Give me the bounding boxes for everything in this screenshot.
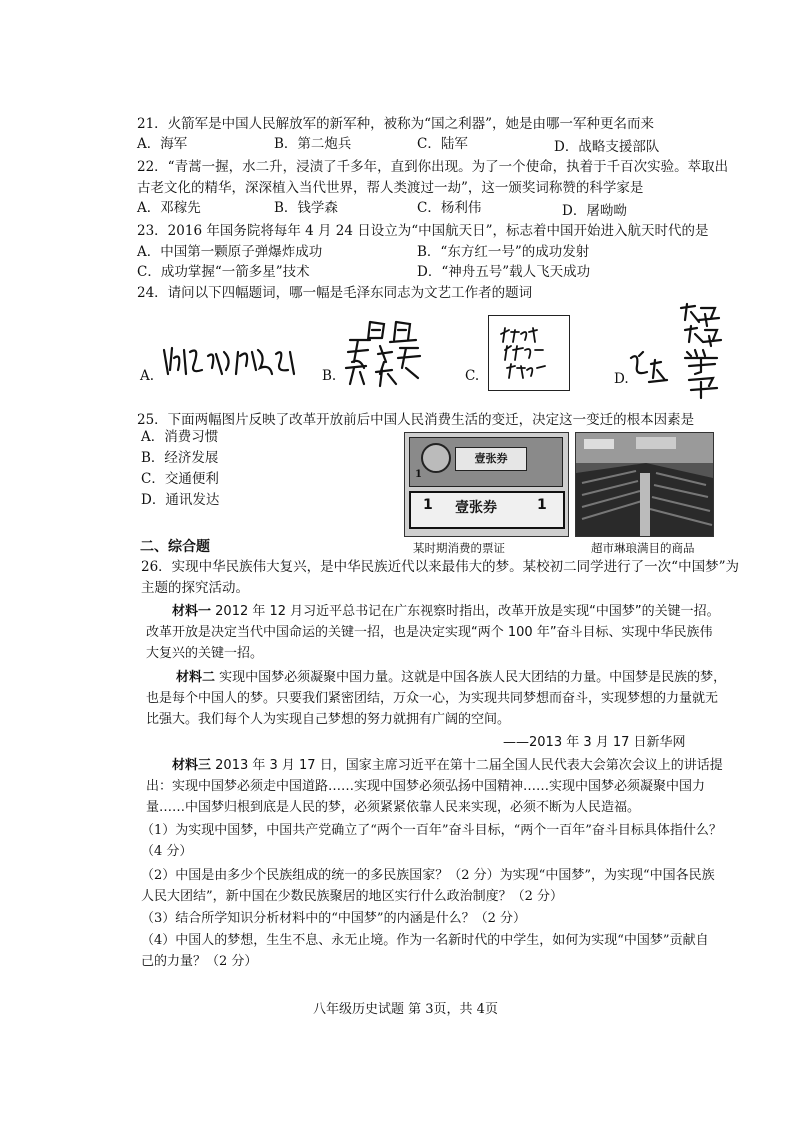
- calligraphy-c-image: [488, 315, 570, 391]
- q26-part3: （3）结合所学知识分析材料中的“中国梦”的内涵是什么？（2 分）: [141, 911, 526, 926]
- q22-option-c: C．杨利伟: [417, 200, 482, 216]
- material-1-text: 2012 年 12 月习近平总书记在广东视察时指出，改革开放是实现“中国梦”的关键一招。: [211, 604, 720, 619]
- q26-stem-line1: 26．实现中华民族伟大复兴，是中华民族近代以来最伟大的梦。某校初二同学进行了一次“中国梦”为: [141, 559, 739, 575]
- q25-option-b: B．经济发展: [141, 450, 219, 466]
- material-3-line2: 出：实现中国梦必须走中国道路……实现中国梦必须弘扬中国精神……实现中国梦必须凝聚中国力: [146, 779, 706, 794]
- material-2-line3: 比强大。我们每个人为实现自己梦想的努力就拥有广阔的空间。: [146, 712, 511, 727]
- q26-stem-line2: 主题的探究活动。: [141, 580, 249, 596]
- material-1-label: 材料一: [172, 604, 212, 619]
- q25-option-d: D．通讯发达: [141, 492, 220, 508]
- q21-stem: 21．火箭军是中国人民解放军的新军种，被称为“国之利器”，她是由哪一军种更名而来: [137, 116, 654, 132]
- q26-part4-line2: 己的力量？（2 分）: [141, 954, 258, 969]
- q26-part1-line1: （1）为实现中国梦，中国共产党确立了“两个一百年”奋斗目标，“两个一百年”奋斗目标具体指什么？: [141, 823, 722, 838]
- material-1-line1: [172, 602, 720, 622]
- q26-part1-line2: （4 分）: [141, 844, 193, 859]
- q22-stem-line1: 22．“青蒿一握，水二升，浸渍了千多年，直到你出现。为了一个使命，执着于千百次实验。萃取出: [137, 159, 729, 175]
- q23-option-d: D．“神舟五号”载人飞天成功: [417, 264, 591, 280]
- page-footer: 八年级历史试题 第 3页，共 4页: [313, 1002, 498, 1017]
- calligraphy-d-image: [625, 300, 730, 400]
- q21-option-d: D．战略支援部队: [554, 139, 660, 155]
- q24-option-b: B.: [322, 368, 337, 384]
- caption-supermarket: 超市琳琅满目的商品: [591, 541, 695, 555]
- q24-option-c: C.: [465, 368, 480, 384]
- material-2-line2: 也是每个中国人的梦。只要我们紧密团结，万众一心，为实现共同梦想而奋斗，实现梦想的力量就无: [146, 691, 719, 706]
- coupon-top-num: 1: [415, 469, 422, 480]
- supermarket-image: [575, 432, 714, 537]
- ration-coupon-image: [404, 432, 569, 537]
- q23-option-a: A．中国第一颗原子弹爆炸成功: [137, 244, 323, 260]
- material-2-text: 实现中国梦必须凝聚中国力量。这就是中国各族人民大团结的力量。中国梦是民族的梦，: [215, 670, 727, 685]
- material-3-label: 材料三: [172, 758, 212, 773]
- q26-part4-line1: （4）中国人的梦想，生生不息、永无止境。作为一名新时代的中学生，如何为实现“中国梦”贡献自: [141, 933, 709, 948]
- material-3-line1: [172, 756, 723, 776]
- q25-option-a: A．消费习惯: [141, 429, 219, 445]
- coupon-clock-icon: [421, 443, 451, 473]
- material-2-label: 材料二: [176, 670, 216, 685]
- q26-part2-line1: （2）中国是由多少个民族组成的统一的多民族国家？（2 分）为实现“中国梦”，为实现“中国各民族: [141, 868, 715, 883]
- caption-coupon: 某时期消费的票证: [413, 541, 505, 555]
- material-3-text: 2013 年 3 月 17 日，国家主席习近平在第十二届全国人民代表大会第次会议上的讲话提: [211, 758, 723, 773]
- q22-stem-line2: 古老文化的精华，深深植入当代世界，帮人类渡过一劫”，这一颁奖词称赞的科学家是: [137, 180, 644, 196]
- material-2-line1: [176, 668, 726, 688]
- calligraphy-a-image: [160, 340, 300, 380]
- q23-option-b: B．“东方红一号”的成功发射: [417, 244, 590, 260]
- q24-option-a: A.: [140, 368, 155, 384]
- q22-option-b: B．钱学森: [274, 200, 338, 216]
- q23-option-c: C．成功掌握“一箭多星”技术: [137, 264, 310, 280]
- material-3-line3: 量……中国梦归根到底是人民的梦，必须紧紧依靠人民来实现，必须不断为人民造福。: [146, 800, 641, 815]
- q22-option-a: A．邓稼先: [137, 200, 201, 216]
- q21-option-c: C．陆军: [417, 136, 468, 152]
- q24-option-d: D.: [614, 371, 629, 387]
- q26-part2-line2: 人民大团结”，新中国在少数民族聚居的地区实行什么政治制度？（2 分）: [141, 889, 564, 904]
- calligraphy-b-image: [340, 318, 430, 388]
- coupon-bottom-label: 壹张券: [455, 500, 497, 516]
- coupon-bottom-num-left: 1: [423, 497, 433, 513]
- coupon-top-label: 壹张券: [455, 447, 527, 471]
- coupon-bottom-num-right: 1: [537, 497, 547, 513]
- q23-stem: 23．2016 年国务院将每年 4 月 24 日设立为“中国航天日”，标志着中国开始进入航天时代的是: [137, 223, 709, 239]
- q22-option-d: D．屠呦呦: [562, 203, 627, 219]
- q21-option-a: A．海军: [137, 136, 188, 152]
- section-title: 二、综合题: [140, 539, 210, 555]
- material-1-line2: 改革开放是决定当代中国命运的关键一招，也是决定实现“两个 100 年”奋斗目标、实现中华民族伟: [146, 625, 713, 640]
- q25-option-c: C．交通便利: [141, 471, 219, 487]
- q24-stem: 24．请问以下四幅题词，哪一幅是毛泽东同志为文艺工作者的题词: [137, 285, 533, 301]
- q25-stem: 25．下面两幅图片反映了改革开放前后中国人民消费生活的变迁，决定这一变迁的根本因素是: [137, 412, 695, 428]
- material-1-line3: 大复兴的关键一招。: [146, 646, 264, 661]
- material-2-source: ——2013 年 3 月 17 日新华网: [503, 735, 686, 750]
- q21-option-b: B．第二炮兵: [274, 136, 352, 152]
